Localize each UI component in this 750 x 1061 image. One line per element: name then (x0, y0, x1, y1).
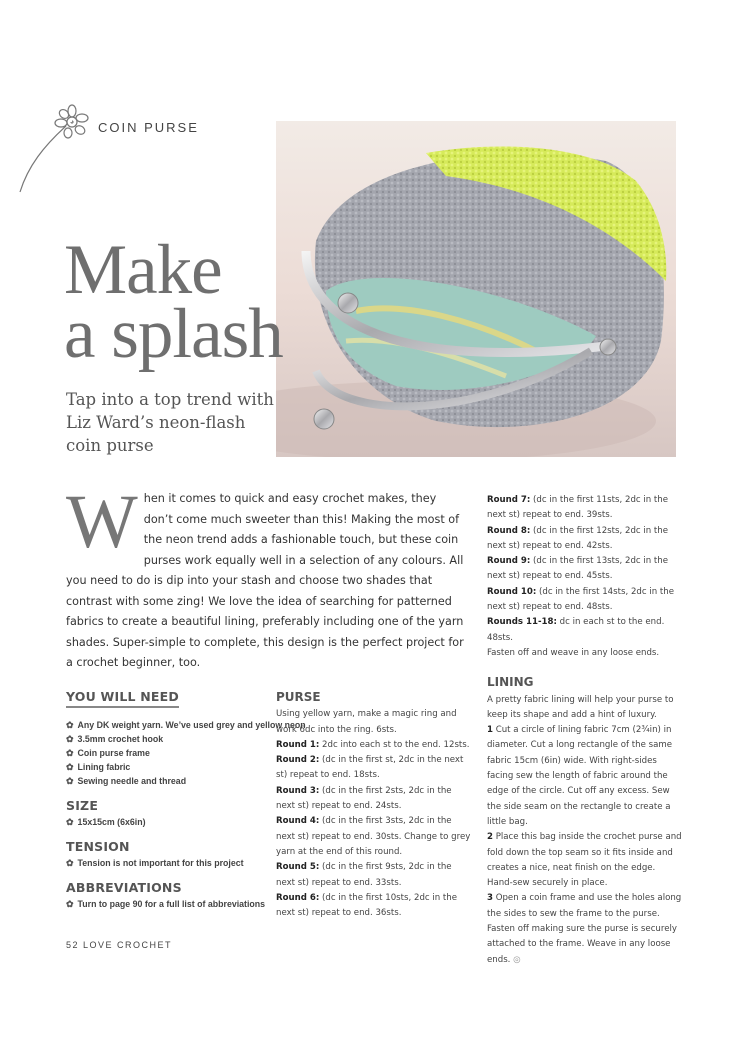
section-label: COIN PURSE (98, 120, 199, 135)
lining-step: 1 Cut a circle of lining fabric 7cm (2¾in) in diameter. Cut a long rectangle of the same fabric 15cm (6in) wide. With right-sides facing sew the length of fabric around the edge of the circle. Cut off any excess. Sew the side seam on the rectangle to create a little bag. (487, 725, 673, 827)
right-pattern-column (487, 493, 683, 968)
end-mark-icon: ◎ (513, 954, 521, 965)
flower-bullet-icon: ✿ (66, 762, 74, 772)
materials-heading: YOU WILL NEED (66, 689, 179, 708)
tension-heading: TENSION (66, 839, 130, 854)
purse-intro: Using yellow yarn, make a magic ring and work 6dc into the ring. 6sts. (276, 709, 457, 735)
page-footer (66, 940, 172, 950)
flower-bullet-icon: ✿ (66, 734, 74, 744)
pattern-round: Round 8: (dc in the first 12sts, 2dc in the next st) repeat to end. 42sts. (487, 525, 669, 551)
abbreviations-heading: ABBREVIATIONS (66, 880, 182, 895)
article-subtitle: Tap into a top trend with Liz Ward’s neon-flash coin purse (66, 390, 274, 455)
pattern-round: Round 7: (dc in the first 11sts, 2dc in the next st) repeat to end. 39sts. (487, 495, 669, 521)
list-item: ✿ 3.5mm crochet hook (66, 734, 164, 744)
purse-pattern-column (276, 690, 472, 921)
page-number: 52 (66, 940, 80, 950)
fasten-off-note: Fasten off and weave in any loose ends. (487, 647, 660, 658)
materials-list (66, 718, 306, 788)
pattern-round: Round 3: (dc in the first 2sts, 2dc in the next st) repeat to end. 24sts. (276, 785, 452, 812)
lining-step: 2 Place this bag inside the crochet purse and fold down the top seam so it fits inside and creates a nice, neat finish on the edge. Hand-sew securely in place. (487, 832, 682, 889)
drop-cap: W (66, 480, 138, 564)
intro-paragraph (66, 480, 466, 674)
article-title (64, 231, 283, 373)
flower-doodle-icon (14, 96, 94, 196)
abbreviations-list (66, 897, 266, 911)
list-item: ✿ Lining fabric (66, 762, 131, 772)
intro-text: hen it comes to quick and easy crochet makes, they don’t come much sweeter than this! Making the most of the neon trend adds a fashionable touch, but these coin purses work equally well in a selection of any colours. All you need to do is dip into your stash and choose two shades that contrast with some zing! We love the idea of searching for patterned fabrics to create a beautiful lining, preferably including one of the yarn shades. Super-simple to complete, this design is the perfect project for a crochet beginner, too. (66, 492, 464, 669)
pattern-round: Round 9: (dc in the first 13sts, 2dc in the next st) repeat to end. 45sts. (487, 556, 669, 582)
list-item: ✿ 15x15cm (6x6in) (66, 817, 146, 827)
pattern-round: Round 1: 2dc into each st to the end. 12sts. (276, 739, 470, 750)
size-heading: SIZE (66, 798, 99, 813)
flower-bullet-icon: ✿ (66, 858, 74, 868)
magazine-name: LOVE CROCHET (83, 940, 173, 950)
pattern-round: Round 10: (dc in the first 14sts, 2dc in the next st) repeat to end. 48sts. (487, 586, 674, 613)
list-item: ✿ Sewing needle and thread (66, 776, 187, 786)
flower-bullet-icon: ✿ (66, 776, 74, 786)
lining-intro: A pretty fabric lining will help your purse to keep its shape and add a hint of luxury. (487, 694, 674, 720)
coin-purse-photo (276, 121, 676, 457)
list-item: ✿ Turn to page 90 for a full list of abbreviations (66, 899, 266, 909)
list-item: ✿ Any DK weight yarn. We’ve used grey and yellow neon (66, 720, 306, 730)
title-line-1: Make (64, 231, 222, 309)
pattern-round: Round 6: (dc in the first 10sts, 2dc in the next st) repeat to end. 36sts. (276, 892, 458, 919)
list-item: ✿ Coin purse frame (66, 748, 150, 758)
flower-bullet-icon: ✿ (66, 720, 74, 730)
flower-bullet-icon: ✿ (66, 899, 74, 909)
title-line-2: a splash (64, 295, 283, 373)
flower-bullet-icon: ✿ (66, 748, 74, 758)
list-item: ✿ Tension is not important for this project (66, 858, 244, 868)
tension-list (66, 856, 266, 870)
pattern-round: Rounds 11-18: dc in each st to the end. 48sts. (487, 617, 665, 643)
flower-bullet-icon: ✿ (66, 817, 74, 827)
size-list (66, 815, 266, 829)
pattern-round: Round 5: (dc in the first 9sts, 2dc in the next st) repeat to end. 33sts. (276, 862, 452, 888)
purse-heading: PURSE (276, 690, 321, 704)
pattern-round: Round 4: (dc in the first 3sts, 2dc in the next st) repeat to end. 30sts. Change to grey yarn at the end of this round. (276, 816, 471, 857)
lining-heading: LINING (487, 675, 534, 690)
lining-step: 3 Open a coin frame and use the holes along the sides to sew the frame to the purse. Fasten off making sure the purse is securely attached to the frame. Weave in any loose ends. ◎ (487, 893, 682, 965)
pattern-round: Round 2: (dc in the first st, 2dc in the next st) repeat to end. 18sts. (276, 755, 464, 781)
materials-box (66, 688, 306, 921)
